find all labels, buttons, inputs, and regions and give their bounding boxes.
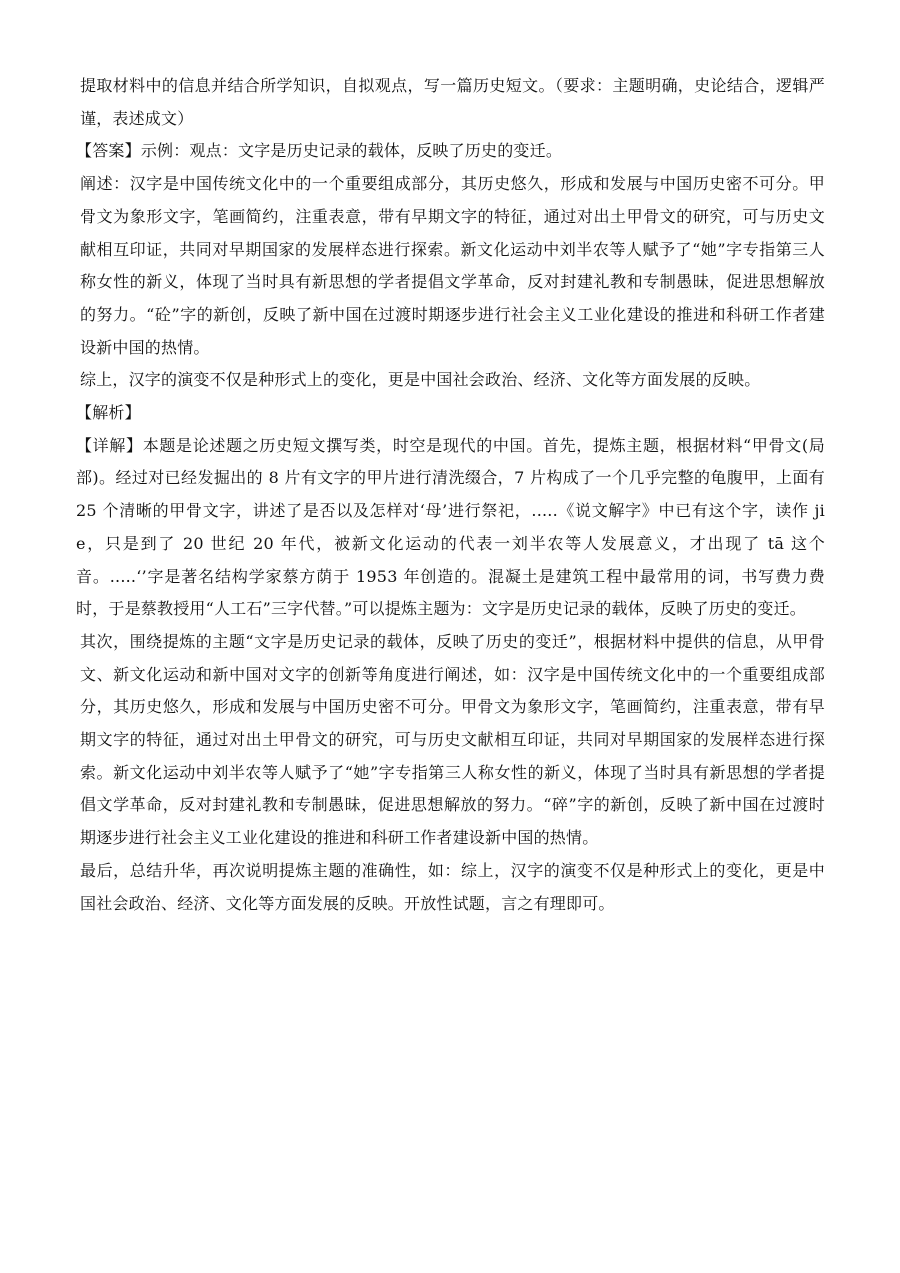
prompt-text: 提取材料中的信息并结合所学知识，自拟观点，写一篇历史短文。（要求：主题明确，史论结合，逻辑严谨，表述成文） (80, 76, 825, 128)
summary-text: 综上，汉字的演变不仅是种形式上的变化，更是中国社会政治、经济、文化等方面发展的反映。 (80, 370, 761, 390)
last-paragraph (80, 855, 825, 920)
last-text: 最后，总结升华，再次说明提炼主题的准确性，如：综上，汉字的演变不仅是种形式上的变化，更是中国社会政治、经济、文化等方面发展的反映。开放性试题，言之有理即可。 (80, 860, 825, 913)
detail-paragraph (76, 430, 825, 626)
detail-text: 本题是论述题之历史短文撰写类，时空是现代的中国。首先，提炼主题，根据材料“甲骨文(局部)。经过对已经发掘出的 8 片有文字的甲片进行清洗缀合，7 片构成了一个几乎完整的龟腹甲，上面有 25 个清晰的甲骨文字，讲述了是否以及怎样对‘母’进行祭祀，.....《说文解字》中已有这个字，读作 jie，只是到了 20 世纪 20 年代，被新文化运动的代表一刘半农等人发展意义，才出现了 tā 这个音。.....‘’字是著名结构学家蔡方荫于 1953 年创造的。混凝土是建筑工程中最常用的词，书写费力费时，于是蔡教授用“人工石”三字代替。”可以提炼主题为：文字是历史记录的载体，反映了历史的变迁。 (76, 435, 825, 619)
analysis-paragraph (76, 397, 825, 430)
document-page (76, 70, 825, 920)
prompt-paragraph (80, 70, 825, 135)
answer-label: 【答案】 (76, 141, 141, 161)
second-text: 其次，围绕提炼的主题“文字是历史记录的载体，反映了历史的变迁”，根据材料中提供的信息，从甲骨文、新文化运动和新中国对文字的创新等角度进行阐述，如：汉字是中国传统文化中的一个重要组成部分，其历史悠久，形成和发展与中国历史密不可分。甲骨文为象形文字，笔画简约，注重表意，带有早期文字的特征，通过对出土甲骨文的研究，可与历史文献相互印证，共同对早期国家的发展样态进行探索。新文化运动中刘半农等人赋予了“她”字专指第三人称女性的新义，体现了当时具有新思想的学者提倡文学革命，反对封建礼教和专制愚昧，促进思想解放的努力。“碎”字的新创，反映了新中国在过渡时期逐步进行社会主义工业化建设的推进和科研工作者建设新中国的热情。 (80, 631, 825, 848)
analysis-label: 【解析】 (76, 403, 141, 423)
elaboration-text: 阐述：汉字是中国传统文化中的一个重要组成部分，其历史悠久，形成和发展与中国历史密不可分。甲骨文为象形文字，笔画简约，注重表意，带有早期文字的特征，通过对出土甲骨文的研究，可与历史文献相互印证，共同对早期国家的发展样态进行探索。新文化运动中刘半农等人赋予了“她”字专指第三人称女性的新义，体现了当时具有新思想的学者提倡文学革命，反对封建礼教和专制愚昧，促进思想解放的努力。“砼”字的新创，反映了新中国在过渡时期逐步进行社会主义工业化建设的推进和科研工作者建设新中国的热情。 (80, 174, 825, 357)
answer-text: 示例：观点：文字是历史记录的载体，反映了历史的变迁。 (140, 141, 563, 161)
detail-label: 【详解】 (76, 435, 143, 455)
summary-paragraph (80, 364, 825, 397)
elaboration-paragraph (80, 168, 825, 364)
second-paragraph (80, 626, 825, 855)
answer-paragraph (76, 135, 825, 168)
